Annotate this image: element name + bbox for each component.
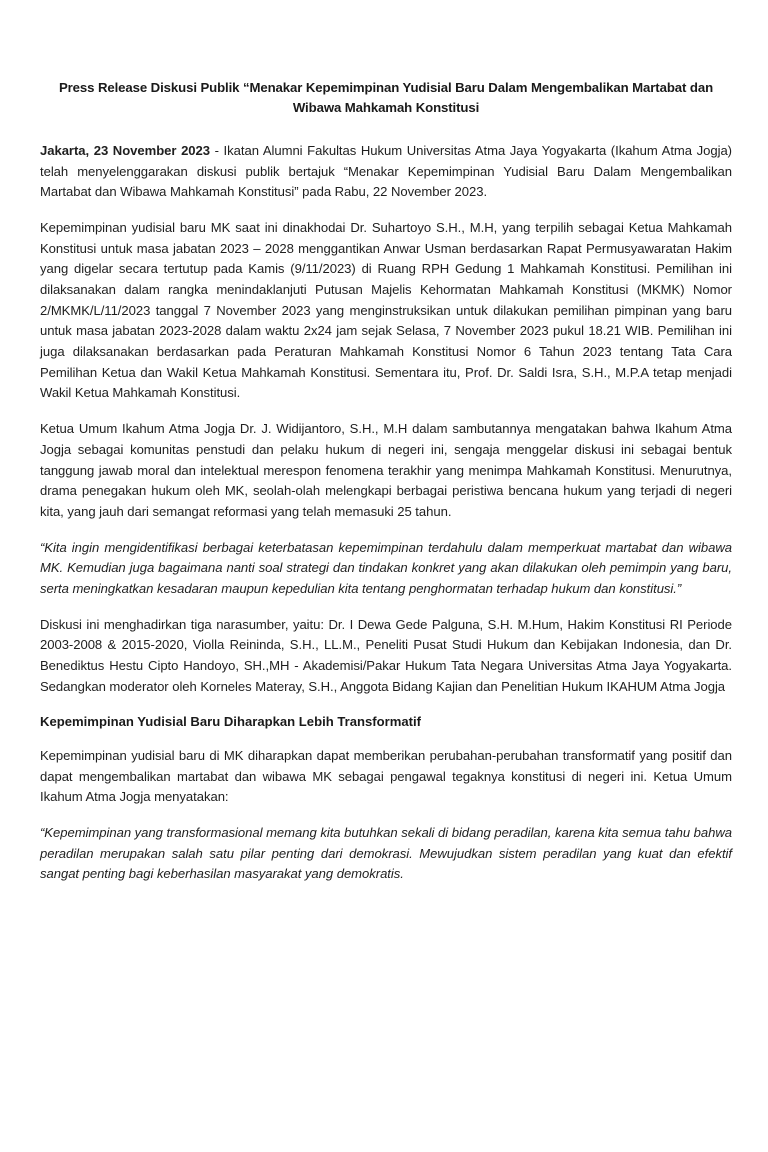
- page-title: Press Release Diskusi Publik “Menakar Kepemimpinan Yudisial Baru Dalam Mengembalikan Martabat dan Wibawa Mahkamah Konstitusi: [58, 80, 714, 116]
- paragraph-after-subheading: Kepemimpinan yudisial baru di MK diharapkan dapat memberikan perubahan-perubahan transformatif yang positif dan dapat mengembalikan martabat dan wibawa MK sebagai pengawal tegaknya konstitusi di negeri ini. Ketua Umum Ikahum Atma Jogja menyatakan:: [40, 748, 732, 805]
- lead-text: - Ikatan Alumni Fakultas Hukum Universitas Atma Jaya Yogyakarta (Ikahum Atma Jogja) telah menyelenggarakan diskusi publik bertajuk “Menakar Kepemimpinan Yudisial Baru Dalam Mengembalikan Martabat dan Wibawa Mahkamah Konstitusi” pada Rabu, 22 November 2023.: [40, 142, 732, 200]
- paragraph-2: Ketua Umum Ikahum Atma Jogja Dr. J. Widijantoro, S.H., M.H dalam sambutannya mengatakan bahwa Ikahum Atma Jogja sebagai komunitas penstudi dan pelaku hukum di negeri ini, sengaja menggelar diskusi ini sebagai bentuk tanggung jawab moral dan intelektual merespon fenomena terakhir yang menimpa Mahkamah Konstitusi. Menurutnya, drama penegakan hukum oleh MK, seolah-olah melengkapi berbagai peristiwa bencana hukum yang terjadi di negeri kita, yang jauh dari semangat reformasi yang telah memasuki 25 tahun.: [40, 421, 732, 519]
- paragraph-1: Kepemimpinan yudisial baru MK saat ini dinakhodai Dr. Suhartoyo S.H., M.H, yang terpilih sebagai Ketua Mahkamah Konstitusi untuk masa jabatan 2023 – 2028 menggantikan Anwar Usman berdasarkan Rapat Permusyawaratan Hakim yang digelar secara tertutup pada Kamis (9/11/2023) di Ruang RPH Gedung 1 Mahkamah Konstitusi. Pemilihan ini dilaksanakan dalam rangka menindaklanjuti Putusan Majelis Kehormatan Mahkamah Konstitusi (MKMK) Nomor 2/MKMK/L/11/2023 tanggal 7 November 2023 yang menginstruksikan untuk dilakukan pemilihan pimpinan yang baru untuk masa jabatan 2023-2028 dalam waktu 2x24 jam sejak Selasa, 7 November 2023 pukul 18.21 WIB. Pemilihan ini juga dilaksanakan berdasarkan pada Peraturan Mahkamah Konstitusi Nomor 6 Tahun 2023 tentang Tata Cara Pemilihan Ketua dan Wakil Ketua Mahkamah Konstitusi. Sementara itu, Prof. Dr. Saldi Isra, S.H., M.P.A tetap menjadi Wakil Ketua Mahkamah Konstitusi.: [40, 219, 732, 401]
- pull-quote-2: “Kepemimpinan yang transformasional memang kita butuhkan sekali di bidang peradilan, karena kita semua tahu bahwa peradilan merupakan salah satu pilar penting dari demokrasi. Mewujudkan sistem peradilan yang kuat dan efektif sangat penting bagi keberhasilan masyarakat yang demokratis.: [40, 825, 732, 882]
- pull-quote-1: “Kita ingin mengidentifikasi berbagai keterbatasan kepemimpinan terdahulu dalam memperkuat martabat dan wibawa MK. Kemudian juga bagaimana nanti soal strategi dan tindakan konkret yang akan dilakukan oleh pemimpin yang baru, serta meningkatkan kesadaran maupun kepedulian kita tentang penghormatan terhadap hukum dan konstitusi.”: [40, 539, 732, 596]
- document-body: [40, 78, 732, 960]
- lead-paragraph: [40, 141, 732, 203]
- section-subheading: Kepemimpinan Yudisial Baru Diharapkan Lebih Transformatif: [40, 714, 422, 730]
- dateline: Jakarta, 23 November 2023: [40, 142, 210, 158]
- page-bottom-spacer: [40, 900, 732, 960]
- speakers-paragraph: Diskusi ini menghadirkan tiga narasumber, yaitu: Dr. I Dewa Gede Palguna, S.H. M.Hum, Hakim Konstitusi RI Periode 2003-2008 & 2015-2020, Violla Reininda, S.H., LL.M., Peneliti Pusat Studi Hukum dan Kebijakan Indonesia, dan Dr. Benediktus Hestu Cipto Handoyo, SH.,MH - Akademisi/Pakar Hukum Tata Negara Universitas Atma Jaya Yogyakarta. Sedangkan moderator oleh Korneles Materay, S.H., Anggota Bidang Kajian dan Penelitian Hukum IKAHUM Atma Jogja: [40, 616, 732, 694]
